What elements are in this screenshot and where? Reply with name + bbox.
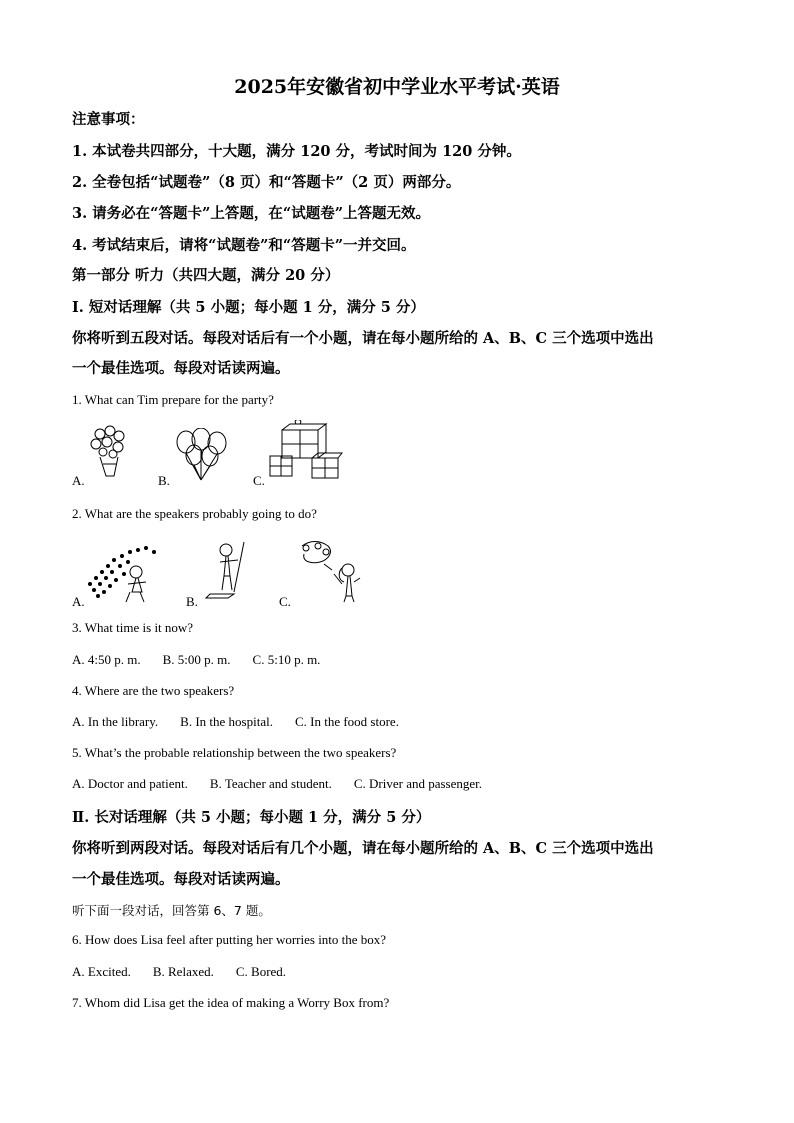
balloons-icon [174,428,230,488]
q6-option-a: A. Excited. [72,964,131,979]
note-item: 3. 请务必在“答题卡”上答题，在“试题卷”上答题无效。 [72,205,431,222]
section2-heading: Ⅱ. 长对话理解（共 5 小题；每小题 1 分，满分 5 分） [72,809,431,826]
section2-instructions-cont: 一个最佳选项。每段对话读两遍。 [72,871,290,888]
flower-bouquet-icon [86,424,132,486]
q4-option-b: B. In the hospital. [180,714,273,729]
question-5: 5. What’s the probable relationship between the two speakers? [72,745,397,760]
sweeping-icon [204,540,254,606]
q6-option-c: C. Bored. [235,964,287,979]
q5-options [72,776,504,792]
question-4: 4. Where are the two speakers? [72,683,235,698]
question-3: 3. What time is it now? [72,620,194,635]
part1-heading: 第一部分 听力（共四大题，满分 20 分） [72,267,340,284]
page-title: 2025年安徽省初中学业水平考试·英语 [234,76,560,98]
section1-heading: I. 短对话理解（共 5 小题；每小题 1 分，满分 5 分） [72,299,425,316]
note-item: 2. 全卷包括“试题卷”（8 页）和“答题卡”（2 页）两部分。 [72,174,461,191]
q6-options [72,964,308,980]
q2-option-a: A. [72,594,85,609]
q3-option-b: B. 5:00 p. m. [162,652,231,667]
q4-options [72,714,421,730]
q5-option-a: A. Doctor and patient. [72,776,188,791]
q6-option-b: B. Relaxed. [152,964,214,979]
note-item: 1. 本试卷共四部分，十大题，满分 120 分，考试时间为 120 分钟。 [72,143,521,160]
question-7: 7. Whom did Lisa get the idea of making a Worry Box from? [72,995,390,1010]
q4-option-a: A. In the library. [72,714,159,729]
section2-instructions: 你将听到两段对话。每段对话后有几个小题，请在每小题所给的 A、B、C 三个选项中选出 [72,840,654,857]
q3-option-c: C. 5:10 p. m. [252,652,321,667]
q5-option-c: C. Driver and passenger. [353,776,483,791]
section1-instructions-cont: 一个最佳选项。每段对话读两遍。 [72,360,290,377]
picking-apples-icon [298,540,368,608]
gift-boxes-icon [268,420,344,486]
q2-option-b: B. [186,594,198,609]
note-item: 4. 考试结束后，请将“试题卷”和“答题卡”一并交回。 [72,237,416,254]
q3-options [72,652,342,668]
q5-option-b: B. Teacher and student. [209,776,332,791]
q1-option-b: B. [158,473,170,488]
q2-option-c: C. [279,594,291,609]
section1-instructions: 你将听到五段对话。每段对话后有一个小题，请在每小题所给的 A、B、C 三个选项中选出 [72,330,654,347]
q1-option-a: A. [72,473,85,488]
notes-heading: 注意事项： [72,111,145,128]
q4-option-c: C. In the food store. [294,714,399,729]
question-1: 1. What can Tim prepare for the party? [72,392,274,407]
planting-trees-icon [84,544,164,608]
q1-option-c: C. [253,473,265,488]
question-2: 2. What are the speakers probably going to do? [72,506,317,521]
q3-option-a: A. 4:50 p. m. [72,652,141,667]
question-6: 6. How does Lisa feel after putting her worries into the box? [72,932,387,947]
dialogue-intro: 听下面一段对话，回答第 6、7 题。 [72,903,271,918]
